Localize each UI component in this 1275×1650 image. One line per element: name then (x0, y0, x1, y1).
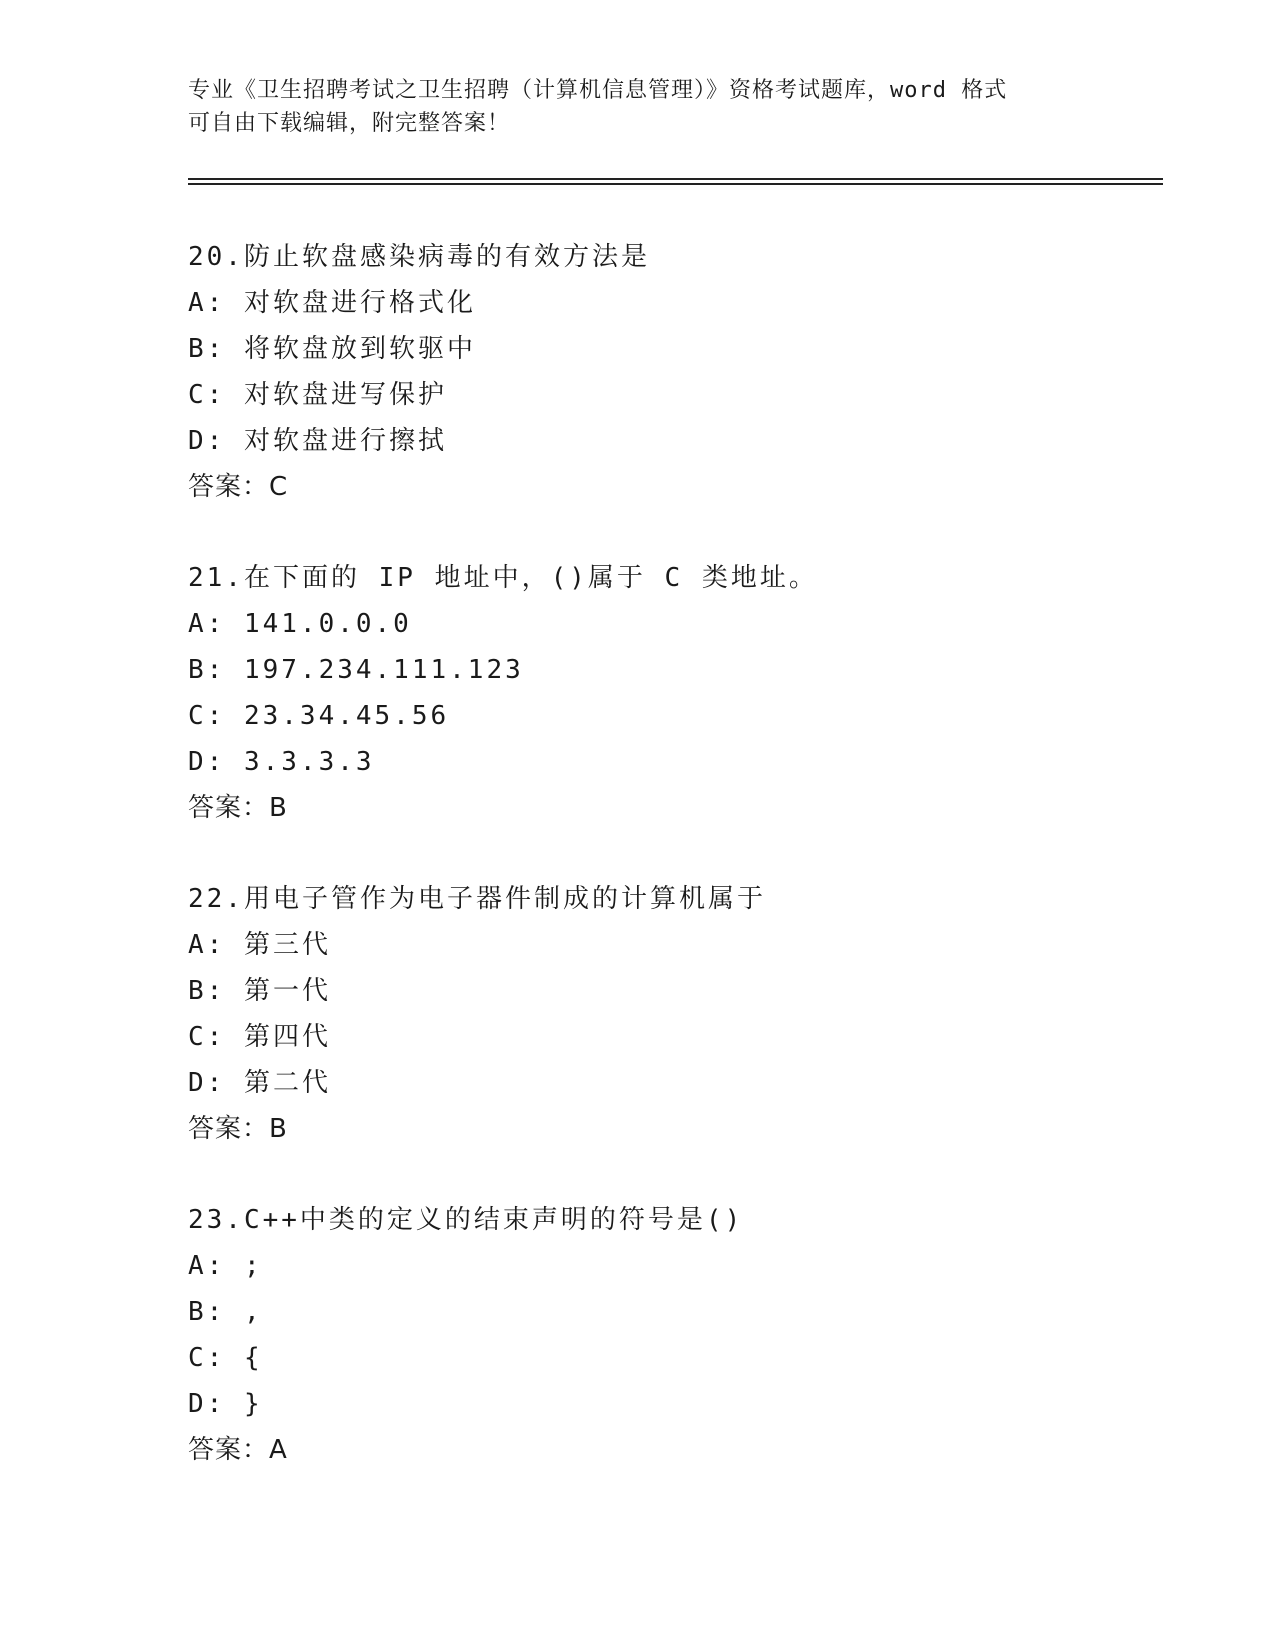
document-header (188, 74, 1088, 140)
option-a: A: 第三代 (188, 930, 331, 960)
question-23 (188, 1197, 1188, 1473)
header-divider-bottom (188, 183, 1163, 185)
question-21 (188, 555, 1188, 831)
header-line-1: 专业《卫生招聘考试之卫生招聘（计算机信息管理）》资格考试题库，word 格式 (188, 78, 1008, 103)
answer: 答案：A (188, 1435, 288, 1465)
option-c: C: 对软盘进写保护 (188, 380, 447, 410)
question-20 (188, 234, 1188, 510)
option-d: D: } (188, 1389, 263, 1419)
question-22 (188, 876, 1188, 1152)
option-b: B: 将软盘放到软驱中 (188, 334, 476, 364)
option-a: A: 对软盘进行格式化 (188, 288, 476, 318)
option-b: B: 197.234.111.123 (188, 655, 524, 685)
option-c: C: { (188, 1343, 263, 1373)
question-stem: 20.防止软盘感染病毒的有效方法是 (188, 242, 650, 272)
header-line-2: 可自由下载编辑，附完整答案！ (188, 111, 511, 136)
question-stem: 22.用电子管作为电子器件制成的计算机属于 (188, 884, 766, 914)
option-d: D: 第二代 (188, 1068, 331, 1098)
option-d: D: 对软盘进行擦拭 (188, 426, 447, 456)
option-c: C: 23.34.45.56 (188, 701, 450, 731)
option-a: A: ; (188, 1251, 263, 1281)
option-a: A: 141.0.0.0 (188, 609, 412, 639)
option-c: C: 第四代 (188, 1022, 331, 1052)
option-b: B: , (188, 1297, 263, 1327)
question-stem: 23.C++中类的定义的结束声明的符号是() (188, 1205, 744, 1235)
answer: 答案：B (188, 1114, 288, 1144)
answer: 答案：C (188, 472, 289, 502)
option-b: B: 第一代 (188, 976, 331, 1006)
question-stem: 21.在下面的 IP 地址中，()属于 C 类地址。 (188, 563, 818, 593)
answer: 答案：B (188, 793, 288, 823)
option-d: D: 3.3.3.3 (188, 747, 375, 777)
header-divider-top (188, 178, 1163, 180)
